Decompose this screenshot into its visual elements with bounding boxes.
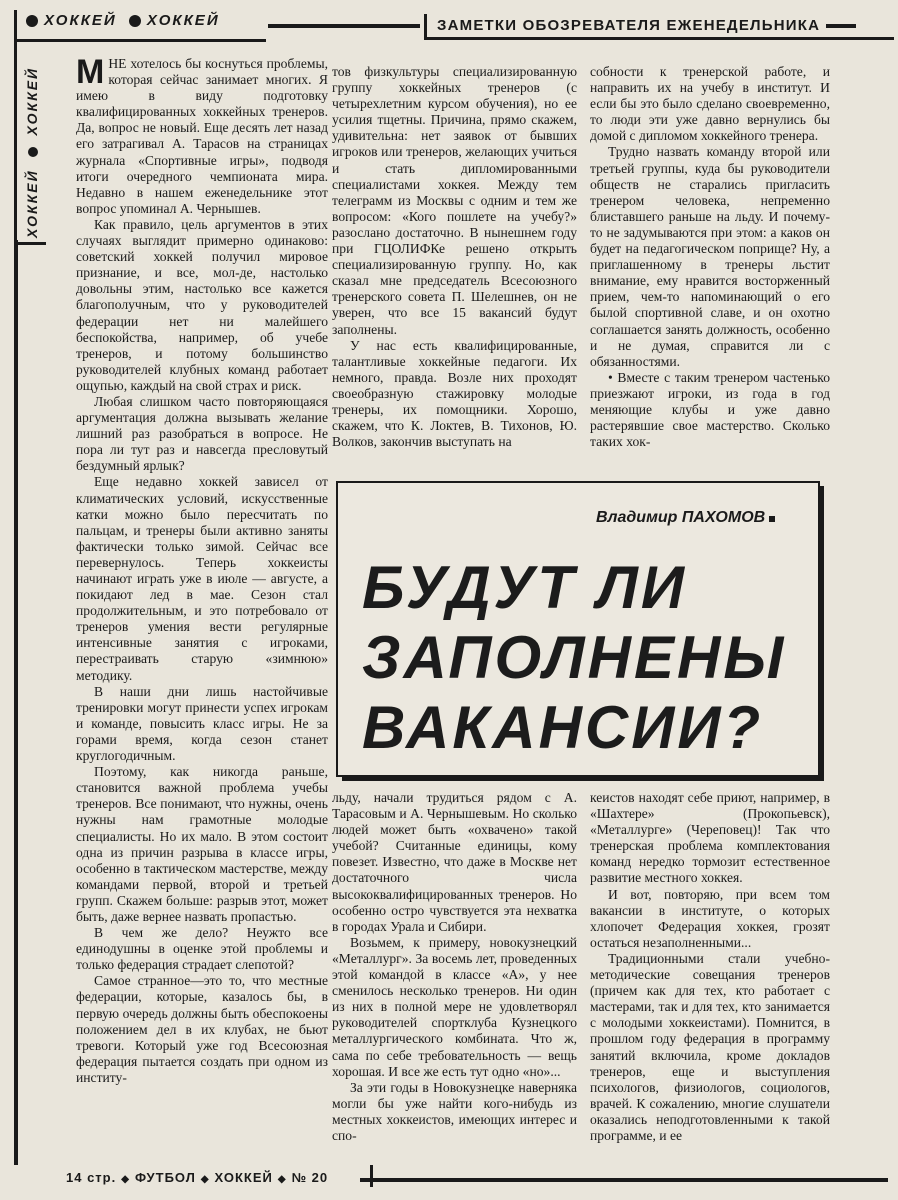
drop-cap: М [76, 53, 105, 91]
article-column-2-top [332, 64, 577, 474]
paragraph: В наши дни лишь настойчивые тренировки могут принести успех игрокам и команде, повысить класс игры. Не за горами время, когда сезон станет круглогодичным. [76, 683, 328, 764]
header-rule-end [826, 24, 856, 28]
diamond-icon: ◆ [200, 1174, 210, 1185]
paragraph: Поэтому, как никогда раньше, становится важной проблема учебы тренеров. Все понимают, что нужны, очень нужны нам грамотные молодые специалисты. Но их мало. В этом состоит одна из причин разрыва в классе игры, особенно в тактическом мастерстве, между командами первой, второй и третьей групп. Скажем больше: разрыв этот, может быть, даже вернее назвать пропастью. [76, 764, 328, 924]
paragraph: Как правило, цель аргументов в этих случаях выглядит примерно одинаково: советский хоккей получил мировое признание, и все, мол-де, настолько довольны этим, настолько все кажется благополучным, что у руководителей федерации нет ни малейшего беспокойства, например, об учебе тренеров, и потому большинство руководителей клубных команд работает ощупью, каждый на свой страх и риск. [76, 216, 328, 393]
paragraph: Самое странное—это то, что местные федерации, которые, казалось бы, в первую очередь должны быть обеспокоены положением дел в их клубах, не бьют тревоги. Который уже год Всесоюзная федерация пытается создать при одном из институ- [76, 973, 328, 1085]
side-label-word: ХОККЕЙ [24, 169, 40, 238]
paragraph: У нас есть квалифицированные, талантливые хоккейные педагоги. Их немного, правда. Возле них проходят своеобразную стажировку молодые тренеры, их помощники. Хорошо, скажем, что К. Локтев, В. Тихонов, Ю. Волков, закончив выступать на [332, 337, 577, 450]
article-column-1 [76, 53, 328, 1164]
paragraph: льду, начали трудиться рядом с А. Тарасовым и А. Чернышевым. Но сколько людей может быть «охвачено» такой учебой? Считанные единицы, кому повезет. Известно, что даже в Москве нет достаточного числа высококвалифицированных тренеров. Но особенно остро чувствуется эта нехватка в городах Урала и Сибири. [332, 790, 577, 934]
article-column-2-bottom [332, 790, 577, 1168]
paragraph: В чем же дело? Неужто все единодушны в оценке этой проблемы и только федерация страдает слепотой? [76, 925, 328, 973]
article-column-3-bottom [590, 790, 830, 1168]
paragraph: За эти годы в Новокузнецке наверняка могли бы уже найти кого-нибудь из местных хоккеистов, имеющих интерес и спо- [332, 1079, 577, 1143]
paragraph: Любая слишком часто повторяющаяся аргументация должна вызывать желание лишний раз разобраться в вопросе. Не пора ли тут раз и навсегда пресловутый бездумный ярлык? [76, 393, 328, 474]
byline [596, 509, 775, 527]
headline [362, 553, 812, 763]
paragraph: Возьмем, к примеру, новокузнецкий «Металлург». За восемь лет, проведенных этой командой в классе «А», у нее сменилось несколько тренеров. Ни один из них в полной мере не удовлетворял руководителей спортклуба Кузнецкого металлургического комбината. Что ж, сама по себе требовательность — вещь хорошая. И все же есть тут одно «но»... [332, 934, 577, 1079]
bullet-icon [28, 147, 38, 157]
page-number: 14 стр. [66, 1170, 117, 1185]
header-rule [268, 24, 420, 28]
paragraph: Еще недавно хоккей зависел от климатических условий, искусственные катки можно было пересчитать по пальцам, и тренеры были активно заняты фактически только зимой. Сейчас все перевернулось. Теперь хоккеисты начинают играть уже в июле — августе, а покидают лед в мае. Сезон стал продолжительным, и это потребовало от тренеров умения вести регулярные интенсивные занятия с игроками, перестраивать старую «зимнюю» методику. [76, 474, 328, 683]
paragraph: кеистов находят себе приют, например, в «Шахтере» (Прокопьевск), «Металлурге» (Череповец)! Так что тренерская проблема комплектования команд нередко тормозит естественное развитие местного хоккея. [590, 790, 830, 886]
diamond-icon: ◆ [121, 1174, 130, 1185]
paragraph: МНЕ хотелось бы коснуться проблемы, которая сейчас занимает многих. Я имею в виду подготовку квалифицированных хоккейных тренеров. Да, вопрос не новый. Еще десять лет назад его затрагивал А. Тарасов на страницах журнала «Спортивные игры», подводя итоги очередного чемпионата мира. Недавно в нашем еженедельнике этот вопрос упоминал А. Чернышев. [76, 53, 328, 216]
rubric-right-text: ЗАМЕТКИ ОБОЗРЕВАТЕЛЯ ЕЖЕНЕДЕЛЬНИКА [437, 17, 821, 34]
author-name: Владимир ПАХОМОВ [596, 509, 766, 526]
rubric-right [424, 14, 894, 40]
article-column-3-top [590, 64, 830, 474]
headline-line: ВАКАНСИИ? [362, 694, 764, 761]
rubric-left-word: ХОККЕЙ [146, 12, 220, 29]
paragraph: тов физкультуры специализированную группу хоккейных тренеров (с четырехлетним курсом обучения), но ее усилия тщетны. Причина, прямо скажем, удивительна: нет заявок от бывших игроков или тренеров, желающих учиться и стать дипломированными специалистами хоккея. Между тем телеграмм из Москвы с одним и тем же вопросом: «Кого пошлете на учебу?» разослано достаточно. В нынешнем году при ГЦОЛИФКе решено открыть специализированную группу. Но, как сказал мне председатель Всесоюзного тренерского совета П. Шелешнев, он не уверен, что все 15 вакансий будут заполнены. [332, 64, 577, 337]
paper-name: ХОККЕЙ [214, 1170, 273, 1185]
paper-name: ФУТБОЛ [134, 1170, 196, 1185]
paragraph: собности к тренерской работе, и направить их на учебу в институт. И если бы это было сделано своевременно, то люди эти уже давно вернулись бы домой с дипломом хоккейного тренера. [590, 64, 830, 144]
paragraph: И вот, повторяю, при всем том вакансии в институте, о которых хлопочет Федерация хоккея, грозят остаться незаполненными... [590, 886, 830, 950]
rubric-left-word: ХОККЕЙ [44, 12, 117, 29]
bullet-icon [129, 15, 141, 27]
side-label-word: ХОККЕЙ [24, 66, 40, 136]
bullet-icon [26, 15, 38, 27]
side-rule [14, 240, 18, 1165]
page-footer [66, 1170, 356, 1185]
paragraph: Трудно назвать команду второй или третьей группы, куда бы руководители обществ не старались пригласить тренером человека, непременно блиставшего раньше на льду. И почему-то не задумываются при этом: а каков он будет на педагогическом поприще? Ну, а приглашенному в тренеры льстит внимание, ему нравится восторженный прием, чем-то напоминающий о его былой спортивной славе, и он охотно соглашается занять должность, особенно и не думая, справится ли с обязанностями. [590, 144, 830, 369]
headline-line: ЗАПОЛНЕНЫ [362, 624, 787, 691]
square-bullet-icon [769, 516, 775, 522]
rubric-left [20, 12, 220, 29]
footer-divider [370, 1165, 373, 1187]
paragraph: • Вместе с таким тренером частенько приезжают игроки, из года в год меняющие клубы и уже давно растерявшие свое мастерство. Сколько таких хок- [590, 369, 830, 450]
footer-rule [360, 1178, 888, 1182]
diamond-icon: ◆ [277, 1174, 287, 1185]
headline-box [336, 481, 820, 777]
paragraph: Традиционными стали учебно-методические совещания тренеров (причем как для тех, кто работает с мастерами, так и для тех, кто занимается с молодыми хоккеистами). Помнится, в прошлом году федерация в программу занятий включила, кроме докладов тренеров, еще и выступления психологов, физиологов, социологов, врачей. К сожалению, многие слушатели оказались неподготовленными к такой программе, и ее [590, 950, 830, 1143]
issue-number: № 20 [291, 1170, 329, 1185]
headline-line: БУДУТ ЛИ [362, 554, 687, 621]
side-label [24, 67, 40, 238]
